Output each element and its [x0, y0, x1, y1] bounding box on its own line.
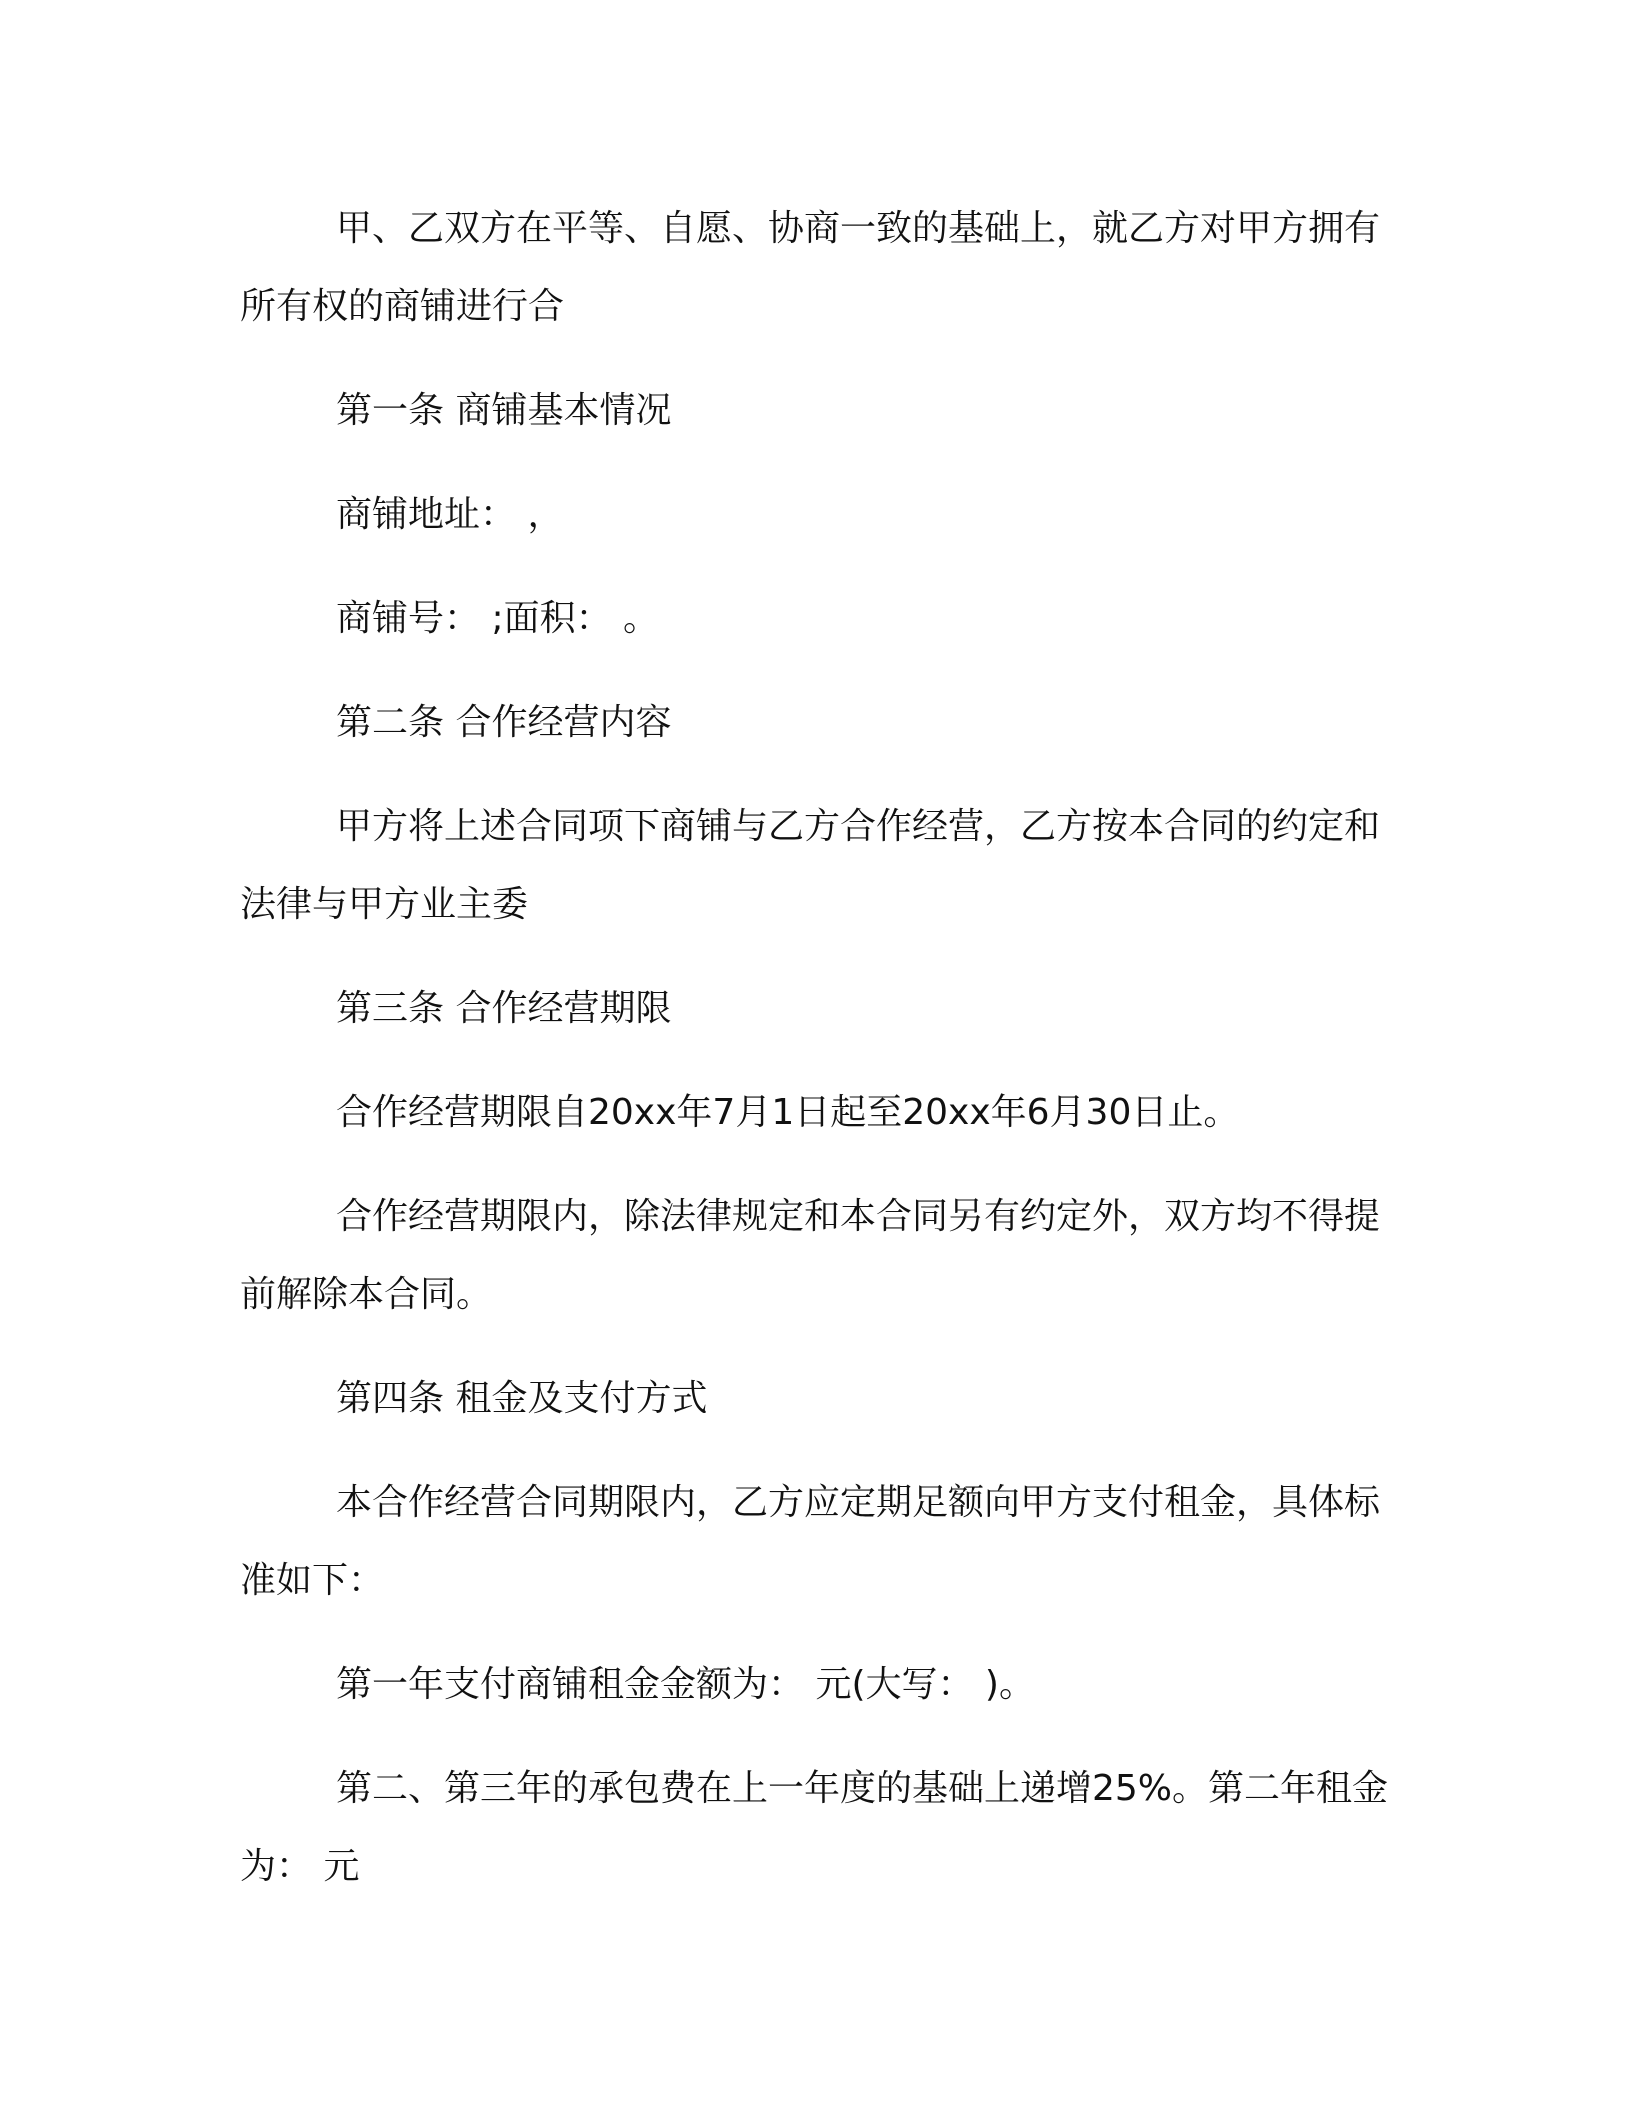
paragraph-intro: 甲、乙双方在平等、自愿、协商一致的基础上，就乙方对甲方拥有所有权的商铺进行合 [240, 208, 1381, 327]
heading-article-4: 第四条 租金及支付方式 [336, 1378, 708, 1419]
paragraph-cooperation-content: 甲方将上述合同项下商铺与乙方合作经营，乙方按本合同的约定和法律与甲方业主委 [240, 806, 1381, 925]
paragraph-term-termination: 合作经营期限内，除法律规定和本合同另有约定外，双方均不得提前解除本合同。 [240, 1196, 1381, 1315]
paragraph-rent-standard: 本合作经营合同期限内，乙方应定期足额向甲方支付租金，具体标准如下： [240, 1482, 1381, 1601]
heading-article-1: 第一条 商铺基本情况 [336, 390, 672, 431]
paragraph-term-dates: 合作经营期限自20xx年7月1日起至20xx年6月30日止。 [336, 1092, 1240, 1133]
paragraph-shop-number-area: 商铺号： ;面积： 。 [336, 598, 660, 639]
document-body [240, 190, 1390, 1932]
paragraph-rent-increase: 第二、第三年的承包费在上一年度的基础上递增25%。第二年租金为： 元 [240, 1768, 1389, 1887]
heading-article-2: 第二条 合作经营内容 [336, 702, 672, 743]
paragraph-shop-address: 商铺地址： ， [336, 494, 564, 535]
paragraph-first-year-rent: 第一年支付商铺租金金额为： 元(大写： )。 [336, 1664, 1035, 1705]
heading-article-3: 第三条 合作经营期限 [336, 988, 672, 1029]
